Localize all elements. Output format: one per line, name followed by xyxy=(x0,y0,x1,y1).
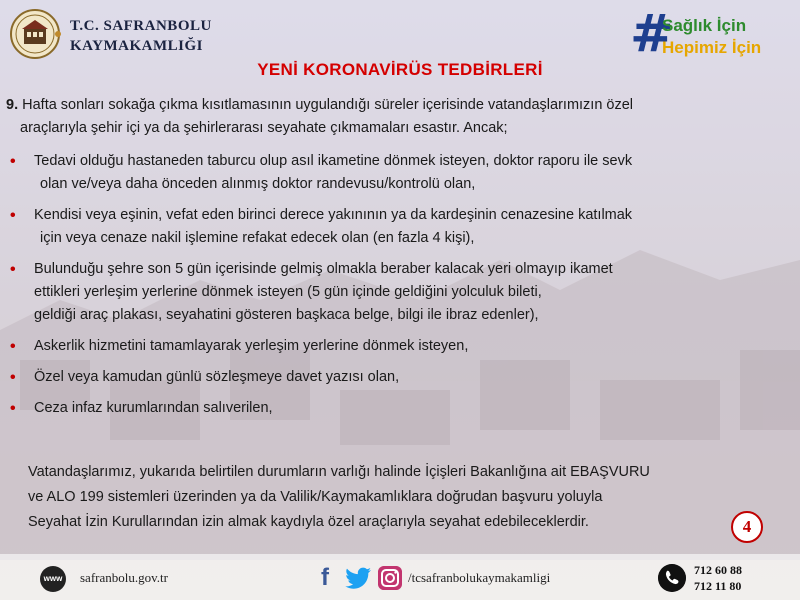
hashtag-slogan xyxy=(630,4,790,64)
instagram-icon[interactable] xyxy=(378,566,402,590)
list-item-line: için veya cenaze nakil işlemine refakat edecek olan (en fazla 4 kişi), xyxy=(40,230,475,246)
list-item-line: Ceza infaz kurumlarından salıverilen, xyxy=(34,400,273,416)
emblem-logo xyxy=(8,8,66,60)
list-item xyxy=(4,258,789,327)
list-item xyxy=(4,335,789,358)
list-item-line: olan ve/veya daha önceden alınmış doktor randevusu/kontrolü olan, xyxy=(40,176,476,192)
twitter-icon[interactable] xyxy=(344,567,372,591)
facebook-icon[interactable]: f xyxy=(321,564,329,591)
social-handle[interactable]: /tcsafranbolukaymakamligi xyxy=(408,570,551,585)
list-item xyxy=(4,150,789,196)
measure-text-line-1: Hafta sonları sokağa çıkma kısıtlamasının uygulandığı süreler içerisinde vatandaşlarımızın özel xyxy=(22,97,634,113)
measure-paragraph xyxy=(6,94,786,140)
bullet-icon: • xyxy=(10,369,16,386)
phone-icon xyxy=(658,564,686,592)
closing-line-2: ve ALO 199 sistemleri üzerinden ya da Valilik/Kaymakamlıklara doğrudan başvuru yoluyla xyxy=(28,489,603,505)
list-item-line: Tedavi olduğu hastaneden taburcu olup asıl ikametine dönmek isteyen, doktor raporu ile sevk xyxy=(34,153,633,169)
hashtag-line-2: Hepimiz İçin xyxy=(662,38,762,57)
bullet-icon: • xyxy=(10,400,16,417)
hashtag-line-1: Sağlık İçin xyxy=(662,16,747,35)
phone-number[interactable]: 712 11 80 xyxy=(694,579,742,593)
bullet-icon: • xyxy=(10,338,16,355)
list-item-line: ettikleri yerleşim yerlerine dönmek isteyen (5 gün içinde geldiğini yolculuk bileti, xyxy=(34,284,542,300)
globe-icon: www xyxy=(40,566,66,592)
org-line-1: T.C. SAFRANBOLU xyxy=(70,18,212,34)
phone-numbers xyxy=(694,562,742,594)
page-number-badge: 4 xyxy=(731,511,763,543)
organization-name xyxy=(70,16,212,56)
list-item-line: Kendisi veya eşinin, vefat eden birinci derece yakınının ya da kardeşinin cenazesine katılmak xyxy=(34,207,633,223)
bullet-icon: • xyxy=(10,207,16,224)
closing-paragraph xyxy=(28,460,788,535)
list-item xyxy=(4,366,789,389)
hashtag-symbol: # xyxy=(630,4,674,64)
bullet-icon: • xyxy=(10,153,16,170)
social-icons xyxy=(312,563,404,593)
list-item-line: Bulunduğu şehre son 5 gün içerisinde gelmiş olmakla beraber kalacak yeri olmayıp ikamet xyxy=(34,261,613,277)
list-item-line: Askerlik hizmetini tamamlayarak yerleşim yerlerine dönmek isteyen, xyxy=(34,338,469,354)
list-item-line: geldiği araç plakası, seyahatini gösteren başkaca belge, bilgi ile ibraz edenler), xyxy=(34,307,539,323)
measure-text-line-2: araçlarıyla şehir içi ya da şehirlerarası seyahate çıkmamaları esastır. Ancak; xyxy=(20,120,508,136)
bullet-icon: • xyxy=(10,261,16,278)
closing-line-1: Vatandaşlarımız, yukarıda belirtilen durumların varlığı halinde İçişleri Bakanlığına ait EBAŞVURU xyxy=(28,464,650,480)
list-item xyxy=(4,397,789,420)
phone-number[interactable]: 712 60 88 xyxy=(694,563,742,577)
page-title: YENİ KORONAVİRÜS TEDBİRLERİ xyxy=(257,60,543,79)
website-link[interactable]: safranbolu.gov.tr xyxy=(80,570,168,585)
org-line-2: KAYMAKAMLIĞI xyxy=(70,38,203,54)
list-item xyxy=(4,204,789,250)
footer xyxy=(0,554,800,600)
list-item-line: Özel veya kamudan günlü sözleşmeye davet yazısı olan, xyxy=(34,369,400,385)
exception-list xyxy=(4,150,789,428)
measure-number: 9. xyxy=(6,97,19,113)
closing-line-3: Seyahat İzin Kurullarından izin almak kaydıyla özel araçlarıyla seyahat edebileceklerdir. xyxy=(28,514,589,530)
